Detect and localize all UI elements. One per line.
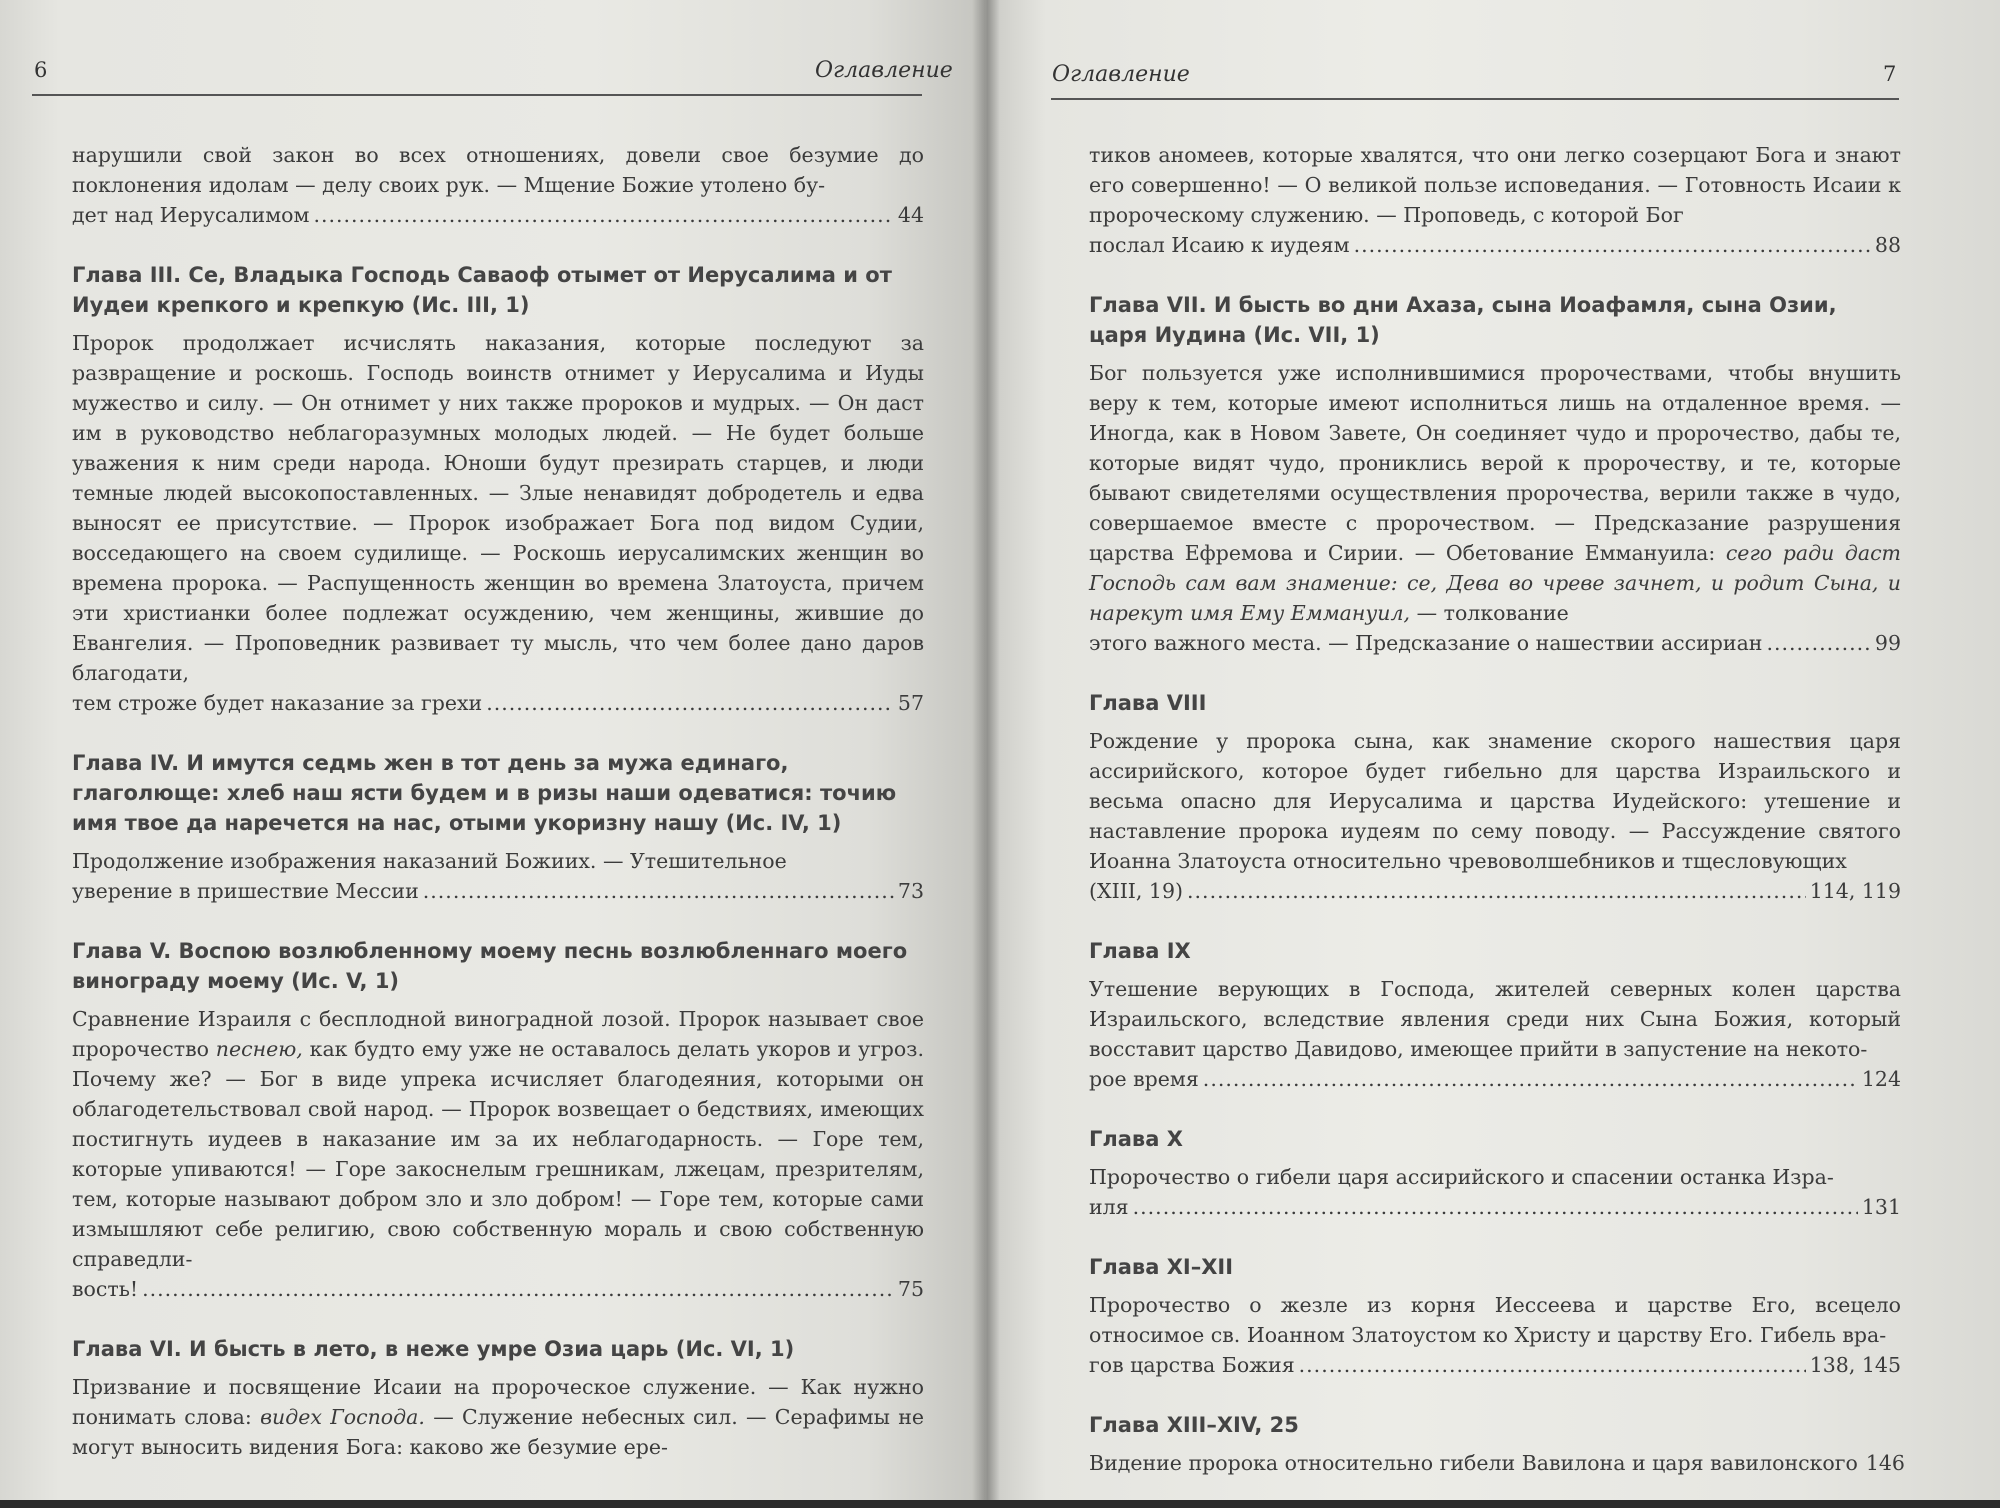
page-ref: 138, 145 [1809,1353,1901,1377]
toc-entry-continued [72,140,924,230]
entry-text-italic: песнею, [215,1037,303,1061]
page-ref: 131 [1861,1195,1901,1219]
entry-last-line [1089,1350,1901,1380]
entry-last-line [72,876,924,906]
entry-text-a: Призвание и посвящение Исаии на пророческое служение. — Как нужно понимать слова: [72,1375,924,1429]
book-gutter-shadow [972,0,1000,1500]
entry-last-text: вость! [72,1277,139,1301]
toc-entry-chapter-11-12 [1089,1252,1901,1380]
page-ref: 44 [897,203,924,227]
entry-last-line [1089,628,1901,658]
page-ref: 75 [897,1277,924,1301]
toc-entry-continued [1089,140,1901,260]
entry-last-text: рое время [1089,1067,1199,1091]
right-page-number: 7 [1883,62,1897,86]
toc-entry-chapter-3 [72,260,924,718]
entry-text-b: — Служение небесных сил. — Серафимы не могут выносить видения Бога: каково же безумие ере- [72,1405,924,1459]
page-ref: 88 [1874,233,1901,257]
left-page [0,0,985,1500]
left-running-header: Оглавление [815,58,953,83]
entry-text: Пророчество о гибели царя ассирийского и спасении останка Изра- [1089,1165,1834,1189]
entry-text: Пророк продолжает исчислять наказания, которые последуют за развращение и роскошь. Господь воинств отнимет у Иерусалима и Иуды мужество и силу. — Он отнимет у них также пророков и мудрых. — Он даст им в руководство неблагоразумных молодых людей. — Не будет больше уважения к ним среди народа. Юноши будут презирать старцев, и люди темные людей высокопоставленных. — Злые ненавидят добродетель и едва выносят ее присутствие. — Пророк изображает Бога под видом Судии, восседающего на своем судилище. — Роскошь иерусалимских женщин во времена пророка. — Распущенность женщин во времена Златоуста, причем эти христианки более подлежат осуждению, чем женщины, жившие до Евангелия. — Проповедник развивает ту мысль, что чем более дано даров благодати, [72,331,924,685]
page-ref: 73 [897,879,924,903]
toc-entry-chapter-8 [1089,688,1901,906]
chapter-heading: Глава VIII [1089,691,1207,715]
entry-last-line [1089,230,1901,260]
toc-entry-chapter-7 [1089,290,1901,658]
dot-leader [1299,1350,1806,1380]
toc-entry-chapter-5 [72,936,924,1304]
dot-leader [486,688,894,718]
entry-text: Рождение у пророка сына, как знамение скорого нашествия царя ассирийского, которое будет гибельно для царства Израильского и весьма опасно для Иерусалима и царства Иудейского: утешение и наставление пророка иудеям по сему поводу. — Рассуждение святого Иоанна Златоуста относительно чревоволшебников и тщесловующих [1089,729,1901,873]
left-column [72,140,924,1492]
entry-last-text: уверение в пришествие Мессии [72,879,419,903]
entry-last-text: иля [1089,1195,1129,1219]
entry-last-line [72,688,924,718]
entry-text-b: — толкование [1416,601,1569,625]
entry-text: тиков аномеев, которые хвалятся, что они легко созерцают Бога и знают его совершенно! — О великой пользе исповедания. — Готовность Исаии к пророческому служению. — Проповедь, с которой Бог [1089,143,1901,227]
right-header-rule [1051,98,1899,100]
chapter-heading: Глава V. Воспою возлюбленному моему песнь возлюбленнаго моего винограду моему (Ис. V, 1) [72,939,908,993]
chapter-heading: Глава III. Се, Владыка Господь Саваоф отымет от Иерусалима и от Иудеи крепкого и крепкую (Ис. III, 1) [72,263,892,317]
entry-last-text: этого важного места. — Предсказание о нашествии ассириан [1089,631,1763,655]
entry-text-b: как будто ему уже не оставалось делать укоров и угроз. Почему же? — Бог в виде упрека исчисляет благодеяния, которыми он облагодетельствовал свой народ. — Пророк возвещает о бедствиях, имеющих постигнуть иудеев в наказание им за их неблагодарность. — Горе тем, которые упиваются! — Горе закоснелым грешникам, лжецам, презрителям, тем, которые называют добром зло и зло добром! — Горе тем, которые сами измышляют себе религию, свою собственную мораль и свою собственную справедли- [72,1037,924,1271]
page-ref: 57 [897,691,924,715]
entry-text-italic: видех Господа. [260,1405,425,1429]
dot-leader [1133,1192,1858,1222]
dot-leader [1766,628,1870,658]
chapter-heading: Глава VII. И бысть во дни Ахаза, сына Иоафамля, сына Озии, царя Иудина (Ис. VII, 1) [1089,293,1837,347]
entry-last-text: (XIII, 19) [1089,879,1184,903]
dot-leader [1187,876,1806,906]
entry-text [72,1372,924,1462]
entry-text: нарушили свой закон во всех отношениях, довели свое безумие до поклонения идолам — делу своих рук. — Мщение Божие утолено бу- [72,143,924,197]
dot-leader [313,200,893,230]
chapter-heading: Глава IX [1089,939,1191,963]
entry-last-line [1089,1064,1901,1094]
toc-entry-chapter-6 [72,1334,924,1462]
dot-leader [1354,230,1871,260]
entry-last-text: дет над Иерусалимом [72,203,310,227]
entry-text-a: Бог пользуется уже исполнившимися пророчествами, чтобы внушить веру к тем, которые имеют исполниться лишь на отдаленное время. — Иногда, как в Новом Завете, Он соединяет чудо и пророчество, дабы те, которые видят чудо, прониклись верой к пророчеству, и те, которые бывают свидетелями осуществления пророчества, верили также в чудо, совершаемое вместе с пророчеством. — Предсказание разрушения царства Ефремова и Сирии. — Обетование Еммануила: [1089,361,1901,565]
entry-text: Продолжение изображения наказаний Божиих. — Утешительное [72,849,787,873]
entry-last-text: Видение пророка относительно гибели Вавилона и царя вавилонского [1089,1451,1858,1475]
toc-entry-chapter-9 [1089,936,1901,1094]
left-header-rule [32,94,922,96]
entry-last-line [72,1274,924,1304]
entry-last-line [1089,1448,1905,1478]
page-ref: 114, 119 [1809,879,1901,903]
entry-last-text: послал Исаию к иудеям [1089,233,1350,257]
toc-entry-chapter-10 [1089,1124,1901,1222]
toc-entry-chapter-13-14 [1089,1410,1905,1478]
entry-last-line [1089,1192,1901,1222]
entry-last-text: гов царства Божия [1089,1353,1295,1377]
entry-text [1089,358,1901,628]
chapter-heading: Глава XIII–XIV, 25 [1089,1413,1299,1437]
chapter-heading: Глава XI–XII [1089,1255,1234,1279]
right-page [985,0,2000,1500]
page-ref: 124 [1861,1067,1901,1091]
entry-text: Утешение верующих в Господа, жителей северных колен царства Израильского, вследствие явления среди них Сына Божия, который восставит царство Давидово, имеющее прийти в запустение на некото- [1089,977,1901,1061]
dot-leader [1203,1064,1858,1094]
right-running-header: Оглавление [1052,62,1190,87]
entry-last-text: тем строже будет наказание за грехи [72,691,483,715]
right-column [1089,140,1905,1508]
entry-text-italic: сего ради даст Господь сам вам знамение: се, Дева во чреве зачнет, и родит Сына, и нарекут имя Ему Еммануил, [1089,541,1901,625]
chapter-heading: Глава VI. И бысть в лето, в неже умре Озиа царь (Ис. VI, 1) [72,1337,795,1361]
chapter-heading: Глава X [1089,1127,1183,1151]
dot-leader [142,1274,894,1304]
entry-text: Пророчество о жезле из корня Иессеева и царстве Его, всецело относимое св. Иоанном Златоустом ко Христу и царству Его. Гибель вра- [1089,1293,1901,1347]
page-ref: 146 [1865,1451,1905,1475]
entry-last-line [1089,876,1901,906]
entry-text-a: Сравнение Израиля с бесплодной виноградной лозой. Пророк называет свое пророчество [72,1007,924,1061]
dot-leader [423,876,894,906]
toc-entry-chapter-4 [72,748,924,906]
entry-last-line [72,200,924,230]
left-page-number: 6 [34,58,48,82]
entry-text [72,1004,924,1274]
page-ref: 99 [1874,631,1901,655]
chapter-heading: Глава IV. И имутся седмь жен в тот день за мужа единаго, глаголюще: хлеб наш ясти будем и в ризы наши одеватися: точию имя твое да наречется на нас, отыми укоризну нашу (Ис. IV, 1) [72,751,897,835]
